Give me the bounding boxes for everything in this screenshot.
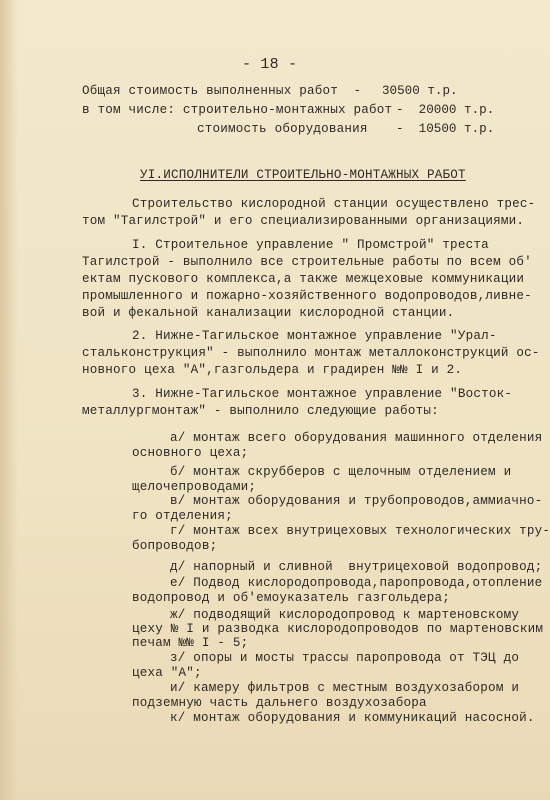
work-item: в/ монтаж оборудования и трубопроводов,аммиачно- [170,494,543,508]
work-item: го отделения; [132,509,233,523]
item2-line: 2. Нижне-Тагильское монтажное управление "Урал- [132,329,497,343]
work-item: г/ монтаж всех внутрицеховых технологических тру- [170,524,550,538]
work-item: к/ монтаж оборудования и коммуникаций насосной. [170,711,535,725]
total-cost-value: 30500 т.р. [382,84,458,98]
work-item: цеху № I и разводка кислородопроводов по мартеновским [132,622,544,636]
item3-line: 3. Нижне-Тагильское монтажное управление "Восток- [132,387,513,401]
work-item: д/ напорный и сливной внутрицеховой водопровод; [170,560,543,574]
paper-edge-shadow [0,0,18,800]
work-item: ж/ подводящий кислородопровод к мартеновскому [170,608,520,622]
work-item: е/ Подвод кислородопровода,паропровода,отопление [170,576,543,590]
construction-cost-value: - 20000 т.р. [396,103,495,117]
construction-cost-label: в том числе: строительно-монтажных работ [82,103,393,117]
item2-line: стальконструкция" - выполнило монтаж металлоконструкций ос- [82,346,540,360]
item2-line: новного цеха "А",газгольдера и градирен №№ I и 2. [82,363,463,377]
equipment-cost-value: - 10500 т.р. [396,122,495,136]
total-cost-label: Общая стоимость выполненных работ - [82,84,362,98]
section-title: УI.ИСПОЛНИТЕЛИ СТРОИТЕЛЬНО-МОНТАЖНЫХ РАБОТ [140,168,466,182]
work-item: з/ опоры и мосты трассы паропровода от ТЭЦ до [170,651,520,665]
page-number: - 18 - [242,56,298,73]
work-item: б/ монтаж скрубберов с щелочным отделением и [170,465,512,479]
work-item: печам №№ I - 5; [132,636,249,650]
item3-line: металлургмонтаж" - выполнило следующие работы: [82,404,439,418]
item1-line: I. Строительное управление " Промстрой" треста [132,238,489,252]
work-item: а/ монтаж всего оборудования машинного отделения [170,431,543,445]
work-item: бопроводов; [132,539,218,553]
work-item: и/ камеру фильтров с местным воздухозабором и [170,681,520,695]
item1-line: Тагилстрой - выполнило все строительные работы по всем об' [82,255,532,269]
item1-line: вой и фекальной канализации кислородной станции. [82,306,455,320]
item1-line: промышленного и пожарно-хозяйственного водопроводов,ливне- [82,289,532,303]
intro-line: том "Тагилстрой" и его специализированными организациями. [82,214,525,228]
work-item: водопровод и об'емоуказатель газгольдера; [132,591,451,605]
item1-line: ектам пускового комплекса,а также межцеховые коммуникации [82,272,525,286]
equipment-cost-label: стоимость оборудования [197,122,368,136]
work-item: подземную часть дальнего воздухозабора [132,696,427,710]
work-item: основного цеха; [132,446,249,460]
work-item: цеха "А"; [132,666,202,680]
intro-line: Строительство кислородной станции осуществлено трес- [132,197,536,211]
work-item: щелочепроводами; [132,480,257,494]
